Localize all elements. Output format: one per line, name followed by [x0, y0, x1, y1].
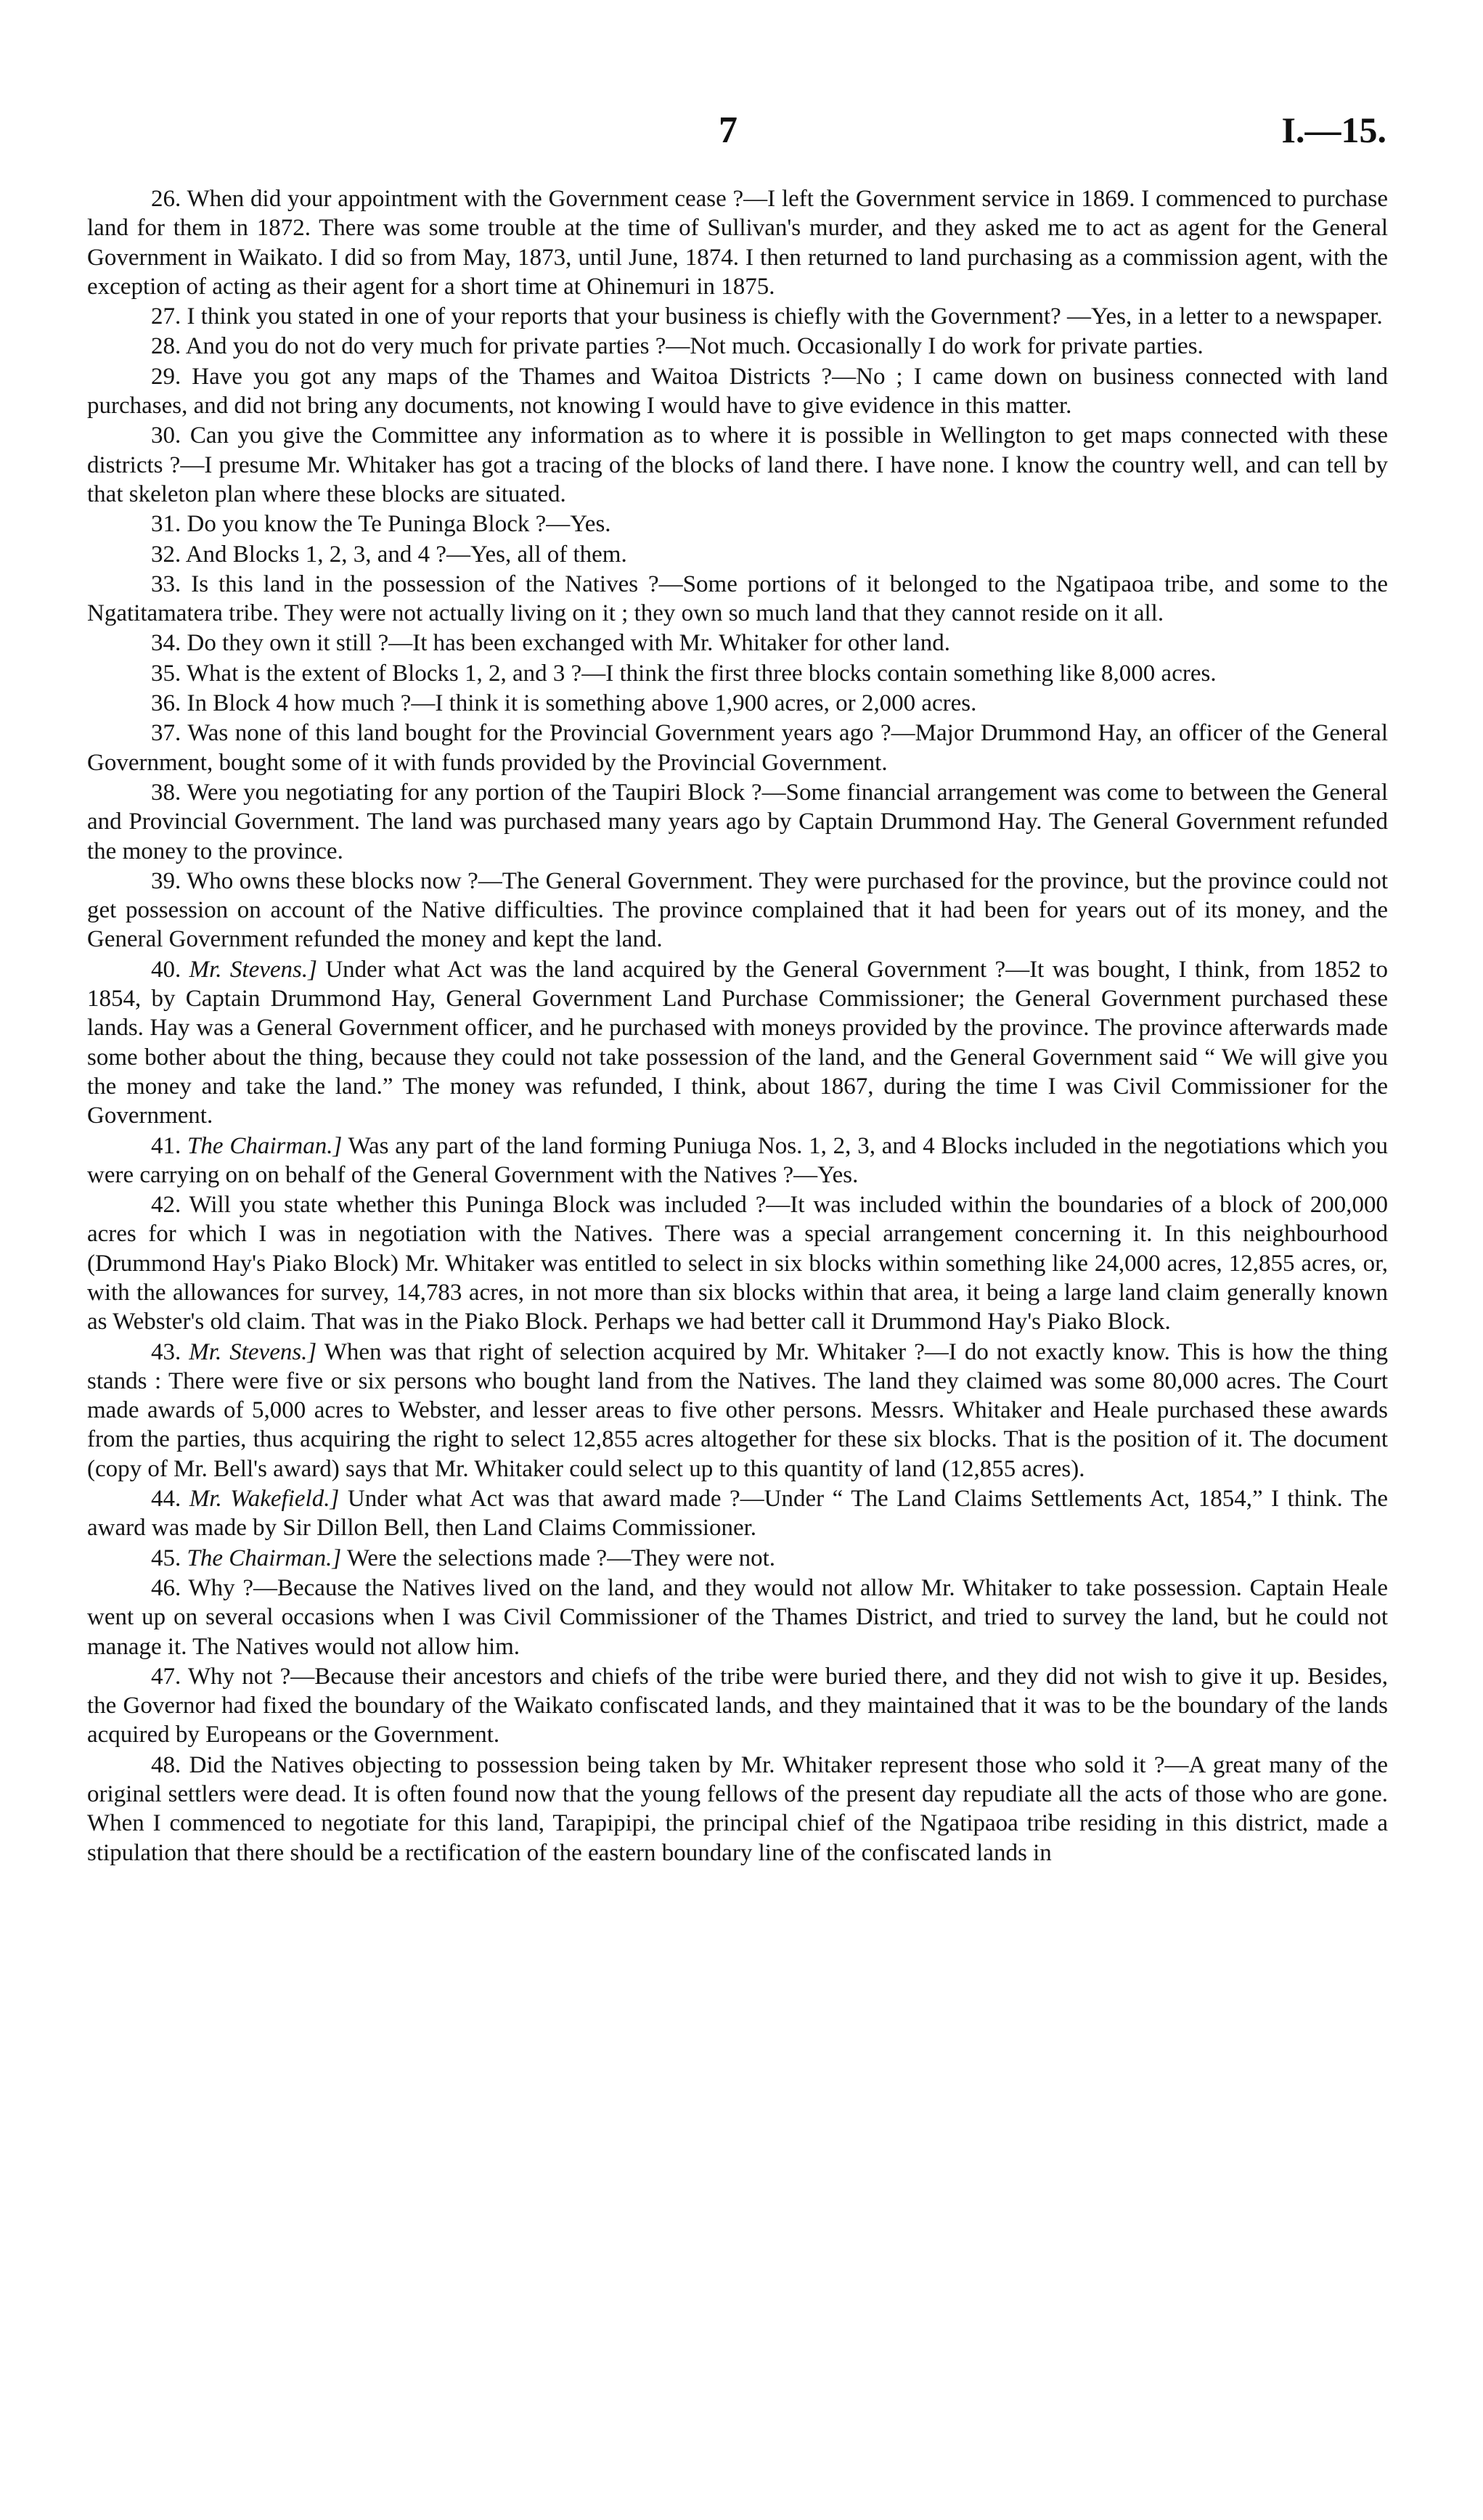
speaker-name: Mr. Stevens.]	[189, 1338, 317, 1365]
page-header	[94, 109, 1386, 160]
question-number: 26.	[151, 186, 181, 212]
question-answer-text: Is this land in the possession of the Natives ?—Some portions of it belonged to the Ngatipaoa tribe, and some to the Ngatitamatera tribe. They were not actually living on it ; they own so much land that they cannot reside on it all.	[87, 570, 1388, 627]
evidence-paragraph	[87, 1484, 1388, 1543]
question-answer-text: Can you give the Committee any information as to where it is possible in Wellington to get maps connected with these districts ?—I presume Mr. Whitaker has got a tracing of the blocks of land there. I have none. I know the country well, and can tell by that skeleton plan where these blocks are situated.	[87, 422, 1388, 507]
evidence-paragraph	[87, 719, 1388, 777]
evidence-paragraph	[87, 1751, 1388, 1868]
question-answer-text: When was that right of selection acquired by Mr. Whitaker ?—I do not exactly know. This is how the thing stands : There were five or six persons who bought land from the Natives. The land they claimed was some 80,000 acres. The Court made awards of 5,000 acres to Webster, and lesser areas to five other persons. Messrs. Whitaker and Heale purchased these awards from the parties, thus acquiring the right to select 12,855 acres altogether for these six blocks. That is the position of it. The document (copy of Mr. Bell's award) says that Mr. Whitaker could select up to this quantity of land (12,855 acres).	[87, 1338, 1389, 1482]
question-answer-text: Why not ?—Because their ancestors and chiefs of the tribe were buried there, and they did not wish to give it up. Besides, the Governor had fixed the boundary of the Waikato confiscated lands, and they maintained that it was to be the boundary of the lands acquired by Europeans or the Government.	[87, 1663, 1388, 1748]
evidence-paragraph	[87, 362, 1388, 421]
question-answer-text: Was none of this land bought for the Provincial Government years ago ?—Major Drummond Hay, an officer of the General Government, bought some of it with funds provided by the Provincial Government.	[87, 720, 1388, 776]
speaker-name: Mr. Stevens.]	[189, 956, 317, 983]
question-answer-text: Do they own it still ?—It has been exchanged with Mr. Whitaker for other land.	[187, 630, 950, 657]
question-answer-text: Was any part of the land forming Puniuga Nos. 1, 2, 3, and 4 Blocks included in the negotiations which you were carrying on on behalf of the General Government with the Natives ?—Yes.	[87, 1132, 1388, 1188]
question-answer-text: And you do not do very much for private parties ?—Not much. Occasionally I do work for private parties.	[185, 333, 1204, 360]
evidence-paragraph	[87, 955, 1388, 1131]
question-number: 33.	[151, 570, 181, 597]
evidence-paragraph	[87, 1544, 1388, 1573]
question-number: 44.	[151, 1486, 181, 1513]
question-answer-text: What is the extent of Blocks 1, 2, and 3 ?—I think the first three blocks contain something like 8,000 acres.	[186, 660, 1217, 687]
question-number: 34.	[151, 630, 181, 657]
question-number: 28.	[151, 333, 181, 360]
question-number: 29.	[151, 363, 181, 390]
evidence-paragraph	[87, 421, 1388, 509]
question-answer-text: Were you negotiating for any portion of the Taupiri Block ?—Some financial arrangement was come to between the General and Provincial Government. The land was purchased many years ago by Captain Drummond Hay. The General Government refunded the money to the province.	[87, 779, 1388, 864]
question-number: 48.	[151, 1751, 181, 1778]
question-number: 36.	[151, 690, 181, 717]
evidence-paragraph	[87, 510, 1388, 539]
evidence-paragraph	[87, 867, 1388, 954]
question-number: 47.	[151, 1663, 181, 1690]
question-answer-text: Under what Act was the land acquired by the General Government ?—It was bought, I think, from 1852 to 1854, by Captain Drummond Hay, General Government Land Purchase Commissioner; the General Government purchased these lands. Hay was a General Government officer, and he purchased with moneys provided by the province. The province afterwards made some bother about the thing, because they could not take possession of the land, and the General Government said “ We will give you the money and take the land.” The money was refunded, I think, about 1867, during the time I was Civil Commissioner for the Government.	[87, 956, 1389, 1129]
question-number: 37.	[151, 720, 181, 747]
question-number: 31.	[151, 511, 181, 538]
question-answer-text: I think you stated in one of your reports that your business is chiefly with the Government? —Yes, in a letter to a newspaper.	[187, 303, 1383, 330]
speaker-name: The Chairman.]	[187, 1132, 343, 1159]
question-answer-text: Did the Natives objecting to possession being taken by Mr. Whitaker represent those who sold it ?—A great many of the original settlers were dead. It is often found now that the young fellows of the present day repudiate all the acts of those who are gone. When I commenced to negotiate for this land, Tarapipipi, the principal chief of the Ngatipaoa tribe residing in this district, made a stipulation that there should be a rectification of the eastern boundary line of the confiscated lands in	[87, 1751, 1389, 1866]
question-number: 39.	[151, 867, 181, 894]
page-number: 7	[719, 110, 738, 151]
question-number: 30.	[151, 422, 181, 449]
question-number: 38.	[151, 779, 181, 806]
evidence-paragraph	[87, 659, 1388, 688]
question-answer-text: Will you state whether this Puninga Block was included ?—It was included within the boundaries of a block of 200,000 acres for which I was in negotiation with the Natives. There was a special arrangement concerning it. In this neighbourhood (Drummond Hay's Piako Block) Mr. Whitaker was entitled to select in six blocks within something like 24,000 acres, 12,855 acres, or, with the allowances for survey, 14,783 acres, in not more than six blocks within that area, it being a large land claim generally known as Webster's old claim. That was in the Piako Block. Perhaps we had better call it Drummond Hay's Piako Block.	[87, 1192, 1389, 1335]
question-number: 46.	[151, 1574, 181, 1601]
question-answer-text: Under what Act was that award made ?—Under “ The Land Claims Settlements Act, 1854,” I think. The award was made by Sir Dillon Bell, then Land Claims Commissioner.	[87, 1486, 1389, 1542]
question-answer-text: When did your appointment with the Government cease ?—I left the Government service in 1869. I commenced to purchase land for them in 1872. There was some trouble at the time of Sullivan's murder, and they asked me to act as agent for the General Government in Waikato. I did so from May, 1873, until June, 1874. I then returned to land purchasing as a commission agent, with the exception of acting as their agent for a short time at Ohinemuri in 1875.	[87, 186, 1388, 300]
evidence-paragraph	[87, 689, 1388, 718]
evidence-paragraph	[87, 540, 1388, 569]
question-answer-text: Were the selections made ?—They were not.	[346, 1545, 776, 1571]
speaker-name: Mr. Wakefield.]	[189, 1486, 340, 1513]
evidence-paragraph	[87, 1190, 1388, 1336]
question-answer-text: And Blocks 1, 2, 3, and 4 ?—Yes, all of them.	[185, 541, 627, 568]
document-reference: I.—15.	[1281, 110, 1386, 150]
evidence-paragraph	[87, 629, 1388, 658]
question-number: 41.	[151, 1132, 181, 1159]
evidence-paragraph	[87, 302, 1388, 331]
evidence-paragraph	[87, 1574, 1388, 1661]
question-answer-text: Who owns these blocks now ?—The General Government. They were purchased for the province, but the province could not get possession on account of the Native difficulties. The province complained that it had been for years out of its money, and the General Government refunded the money and kept the land.	[87, 867, 1388, 953]
question-number: 27.	[151, 303, 181, 330]
question-number: 42.	[151, 1192, 181, 1219]
question-answer-text: In Block 4 how much ?—I think it is something above 1,900 acres, or 2,000 acres.	[187, 690, 977, 717]
speaker-name: The Chairman.]	[187, 1545, 342, 1571]
question-number: 35.	[151, 660, 181, 687]
evidence-paragraph	[87, 184, 1388, 301]
question-answer-text: Do you know the Te Puninga Block ?—Yes.	[187, 511, 611, 538]
question-number: 40.	[151, 956, 181, 983]
evidence-paragraph	[87, 1338, 1388, 1484]
question-answer-text: Have you got any maps of the Thames and Waitoa Districts ?—No ; I came down on business connected with land purchases, and did not bring any documents, not knowing I would have to give evidence in this matter.	[87, 363, 1388, 420]
question-answer-text: Why ?—Because the Natives lived on the land, and they would not allow Mr. Whitaker to take possession. Captain Heale went up on several occasions when I was Civil Commissioner of the Thames District, and tried to survey the land, but he could not manage it. The Natives would not allow him.	[87, 1574, 1389, 1660]
evidence-text	[87, 184, 1388, 1868]
evidence-paragraph	[87, 570, 1388, 629]
evidence-paragraph	[87, 1132, 1388, 1190]
evidence-paragraph	[87, 332, 1388, 361]
question-number: 32.	[151, 541, 181, 568]
question-number: 43.	[151, 1338, 181, 1365]
evidence-paragraph	[87, 778, 1388, 866]
evidence-paragraph	[87, 1662, 1388, 1750]
question-number: 45.	[151, 1545, 181, 1571]
